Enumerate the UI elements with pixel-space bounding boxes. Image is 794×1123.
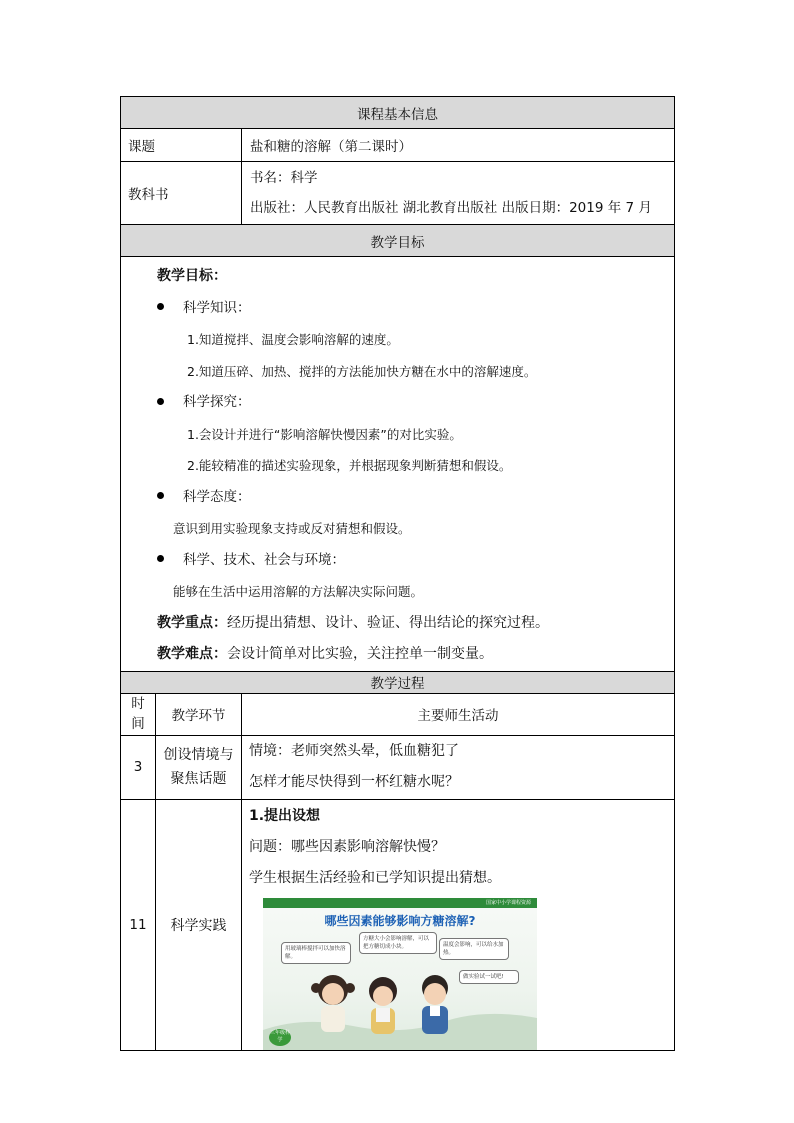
grade-badge: 三年级科学	[269, 1029, 291, 1046]
lesson-plan-table	[120, 96, 675, 1051]
row-stage: 创设情境与聚焦话题	[156, 735, 242, 799]
illustration-title: 哪些因素能够影响方糖溶解?	[324, 913, 476, 928]
speech-bubble: 做实验试一试吧!	[459, 970, 519, 984]
bullet-icon	[157, 555, 164, 562]
row-time: 11	[121, 799, 156, 1050]
activity-heading: 1.提出设想	[249, 807, 321, 824]
knowledge-heading: 科学知识：	[121, 293, 674, 325]
attitude-heading: 科学态度：	[121, 482, 674, 514]
row-stage: 科学实践	[156, 799, 242, 1050]
inquiry-item: 1.会设计并进行“影响溶解快慢因素”的对比实验。	[187, 426, 462, 442]
row-time: 3	[121, 735, 156, 799]
topic-label: 课题	[121, 129, 242, 162]
course-info-header: 课程基本信息	[121, 97, 675, 129]
bullet-icon	[157, 303, 164, 310]
goals-title: 教学目标：	[157, 268, 227, 284]
col-stage-header: 教学环节	[156, 693, 242, 735]
inquiry-heading: 科学探究：	[121, 387, 674, 419]
activity-line: 情境：老师突然头晕，低血糖犯了	[249, 743, 459, 759]
knowledge-item: 1.知道搅拌、温度会影响溶解的速度。	[187, 332, 399, 347]
knowledge-item: 2.知道压碎、加热、搅拌的方法能加快方糖在水中的溶解速度。	[187, 363, 537, 379]
row-activity	[242, 799, 675, 1050]
difficulty-point: 教学难点：会设计简单对比实验，关注控单一制变量。	[157, 646, 493, 662]
col-time-header: 时间	[121, 693, 156, 735]
bullet-icon	[157, 492, 164, 499]
col-activity-header: 主要师生活动	[242, 693, 675, 735]
activity-line: 怎样才能尽快得到一杯红糖水呢？	[249, 774, 459, 790]
attitude-item: 意识到用实验现象支持或反对猜想和假设。	[173, 521, 411, 536]
speech-bubble: 用玻璃棒搅拌可以加快溶解。	[281, 942, 351, 964]
lesson-plan-page	[120, 96, 674, 1051]
lesson-illustration	[263, 898, 537, 1050]
book-name: 书名：科学	[250, 170, 318, 186]
sts-heading: 科学、技术、社会与环境：	[121, 545, 674, 577]
speech-bubble: 温度会影响，可以给水加热。	[439, 938, 509, 960]
students-illustration	[263, 898, 537, 1050]
goals-header: 教学目标	[121, 225, 675, 257]
resource-banner: 国家中小学课程资源	[263, 898, 537, 908]
activity-line: 学生根据生活经验和已学知识提出猜想。	[249, 869, 501, 886]
key-point: 教学重点：经历提出猜想、设计、验证、得出结论的探究过程。	[157, 614, 549, 631]
speech-bubble: 方糖大小会影响溶解，可以把方糖切成小块。	[359, 932, 437, 954]
activity-line: 问题：哪些因素影响溶解快慢？	[249, 838, 445, 855]
process-header: 教学过程	[121, 671, 675, 693]
topic-value: 盐和糖的溶解（第二课时）	[242, 129, 675, 162]
inquiry-item: 2.能较精准的描述实验现象，并根据现象判断猜想和假设。	[187, 458, 512, 473]
goals-body	[121, 257, 675, 672]
row-activity	[242, 735, 675, 799]
textbook-value	[242, 162, 675, 225]
sts-item: 能够在生活中运用溶解的方法解决实际问题。	[173, 584, 424, 599]
textbook-label: 教科书	[121, 162, 242, 225]
bullet-icon	[157, 398, 164, 405]
publisher-info: 出版社：人民教育出版社 湖北教育出版社 出版日期：2019 年 7 月	[250, 200, 652, 216]
